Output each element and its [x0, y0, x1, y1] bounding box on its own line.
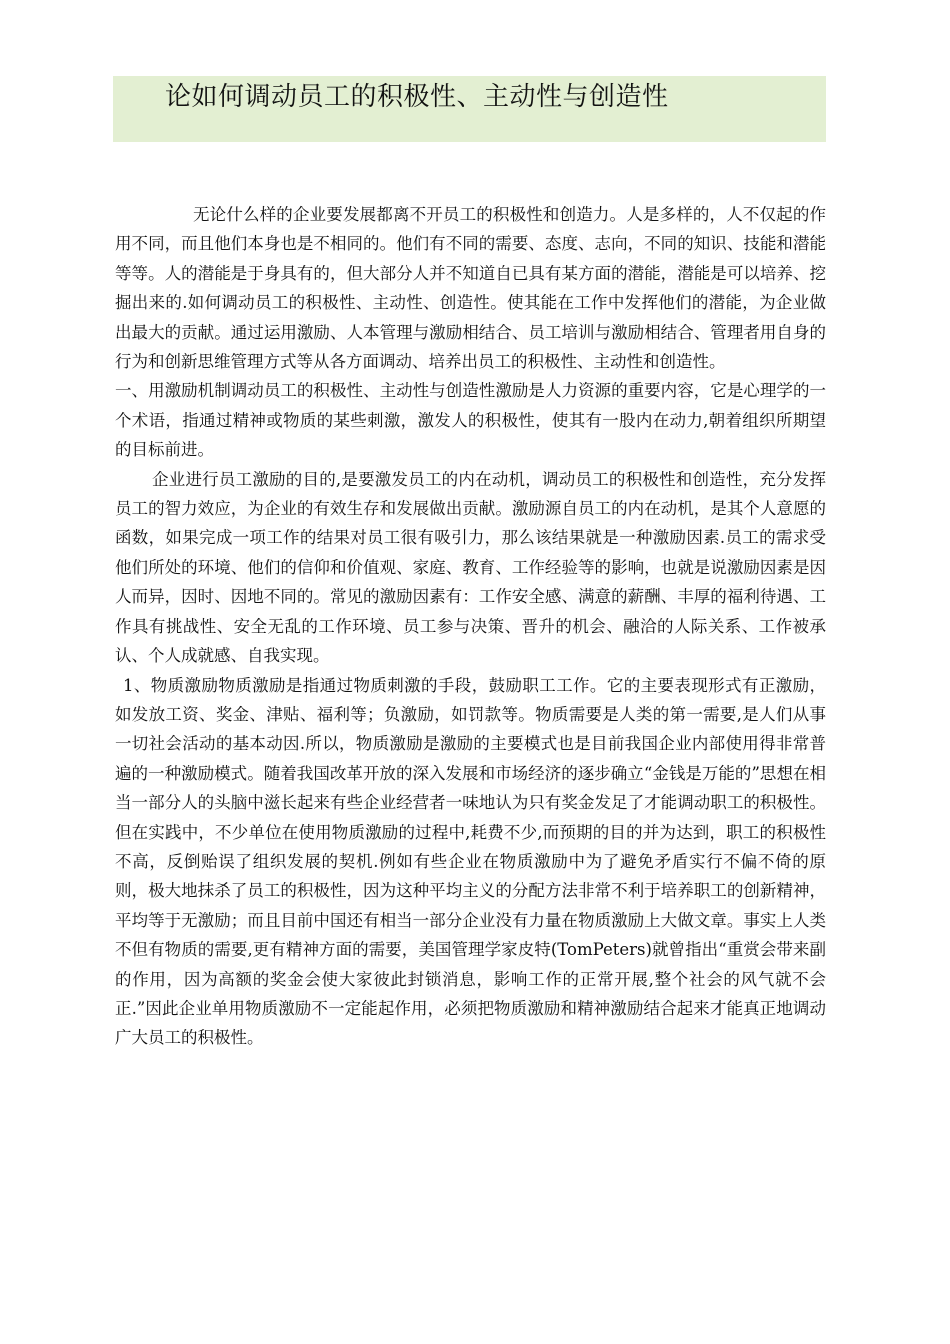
title-banner	[113, 76, 826, 142]
paragraph-intro: 无论什么样的企业要发展都离不开员工的积极性和创造力。人是多样的，人不仅起的作用不同，而且他们本身也是不相同的。他们有不同的需要、态度、志向，不同的知识、技能和潜能等等。人的潜能是于身具有的，但大部分人并不知道自已具有某方面的潜能，潜能是可以培养、挖掘出来的.如何调动员工的积极性、主动性、创造性。使其能在工作中发挥他们的潜能，为企业做出最大的贡献。通过运用激励、人本管理与激励相结合、员工培训与激励相结合、管理者用自身的行为和创新思维管理方式等从各方面调动、培养出员工的积极性、主动性和创造性。	[115, 205, 826, 372]
document-title: 论如何调动员工的积极性、主动性与创造性	[165, 82, 669, 112]
paragraph-material-incentive: 1、物质激励物质激励是指通过物质刺激的手段，鼓励职工工作。它的主要表现形式有正激励，如发放工资、奖金、津贴、福利等；负激励，如罚款等。物质需要是人类的第一需要,是人们从事一切社会活动的基本动因.所以，物质激励是激励的主要模式也是目前我国企业内部使用得非常普遍的一种激励模式。随着我国改革开放的深入发展和市场经济的逐步确立“金钱是万能的”思想在相当一部分人的头脑中滋长起来有些企业经营者一味地认为只有奖金发足了才能调动职工的积极性。但在实践中，不少单位在使用物质激励的过程中,耗费不少,而预期的目的并为达到，职工的积极性不高，反倒贻误了组织发展的契机.例如有些企业在物质激励中为了避免矛盾实行不偏不倚的原则，极大地抹杀了员工的积极性，因为这种平均主义的分配方法非常不利于培养职工的创新精神，平均等于无激励；而且目前中国还有相当一部分企业没有力量在物质激励上大做文章。事实上人类不但有物质的需要,更有精神方面的需要，美国管理学家皮特(TomPeters)就曾指出“重赏会带来副的作用，因为高额的奖金会使大家彼此封锁消息，影响工作的正常开展,整个社会的风气就不会正.”因此企业单用物质激励不一定能起作用，必须把物质激励和精神激励结合起来才能真正地调动广大员工的积极性。	[115, 675, 826, 1048]
paragraph-section-heading: 一、用激励机制调动员工的积极性、主动性与创造性激励是人力资源的重要内容，它是心理学的一个术语，指通过精神或物质的某些刺激，激发人的积极性，使其有一股内在动力,朝着组织所期望的目标前进。	[115, 381, 826, 460]
document-body	[115, 200, 826, 1053]
paragraph-motivation-purpose: 企业进行员工激励的目的,是要激发员工的内在动机，调动员工的积极性和创造性，充分发挥员工的智力效应，为企业的有效生存和发展做出贡献。激励源自员工的内在动机，是其个人意愿的函数，如果完成一项工作的结果对员工很有吸引力，那么该结果就是一种激励因素.员工的需求受他们所处的环境、他们的信仰和价值观、家庭、教育、工作经验等的影响，也就是说激励因素是因人而异，因时、因地不同的。常见的激励因素有：工作安全感、满意的薪酬、丰厚的福利待遇、工作具有挑战性、安全无乱的工作环境、员工参与决策、晋升的机会、融洽的人际关系、工作被承认、个人成就感、自我实现。	[115, 469, 826, 666]
